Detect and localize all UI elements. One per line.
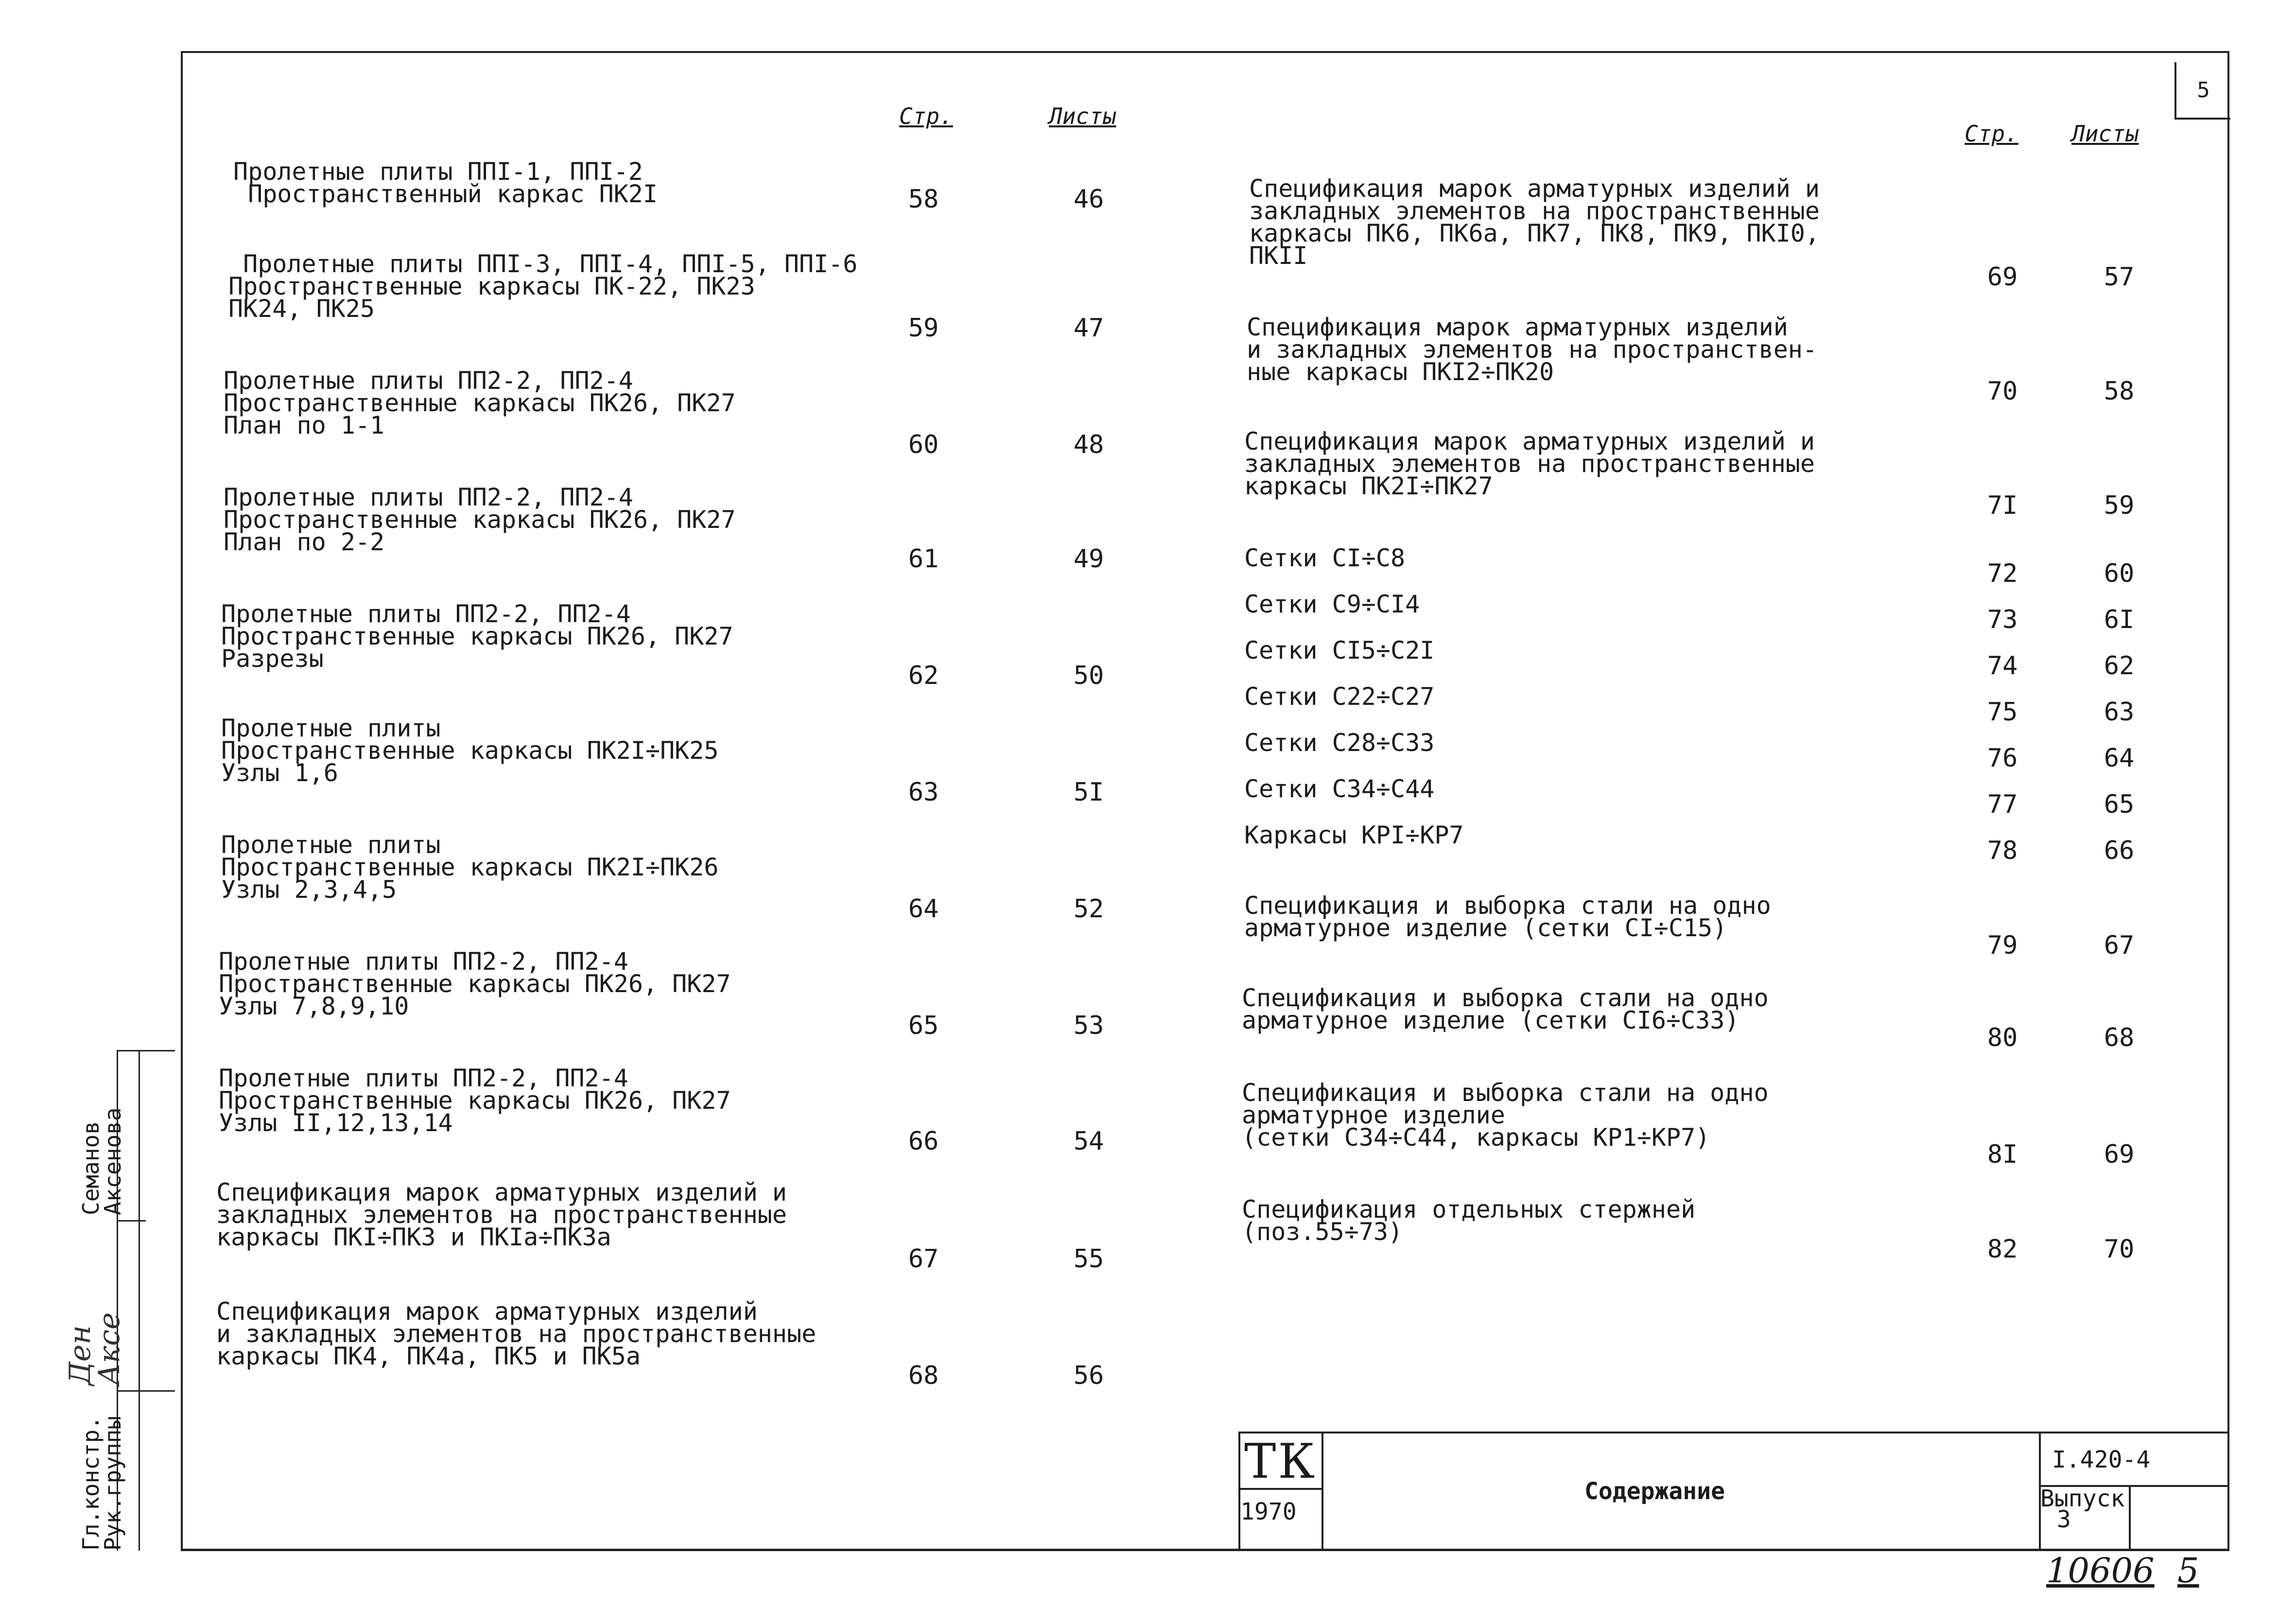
right-entry-title: Спецификация марок арматурных изделий и закладных элементов на пространствен- ные каркасы ПКI2÷ПК20 <box>1247 313 1817 386</box>
right-entry-title: Сетки С34÷С44 <box>1244 775 1435 803</box>
org-abbrev: ТК <box>1244 1434 1317 1489</box>
sheet-number: 5 <box>2197 77 2210 103</box>
left-entry-page: 68 <box>908 1361 939 1390</box>
left-entry-sheet: 47 <box>1073 314 1104 343</box>
left-entry-title: Пролетные плиты Пространственные каркасы ПК2I÷ПК25 Узлы 1,6 <box>221 714 719 787</box>
right-entry-sheet: 65 <box>2104 790 2135 819</box>
stamp-line <box>139 1050 140 1551</box>
right-entry-sheet: 64 <box>2104 744 2135 773</box>
inventory-number: 10606 <box>2046 1551 2155 1591</box>
issue-label: Выпуск <box>2040 1485 2125 1512</box>
issue-number: 3 <box>2057 1506 2071 1533</box>
left-entry-page: 62 <box>908 661 939 690</box>
right-entry-page: 7I <box>1987 491 2018 520</box>
left-entry-title: Пролетные плиты ППI-3, ППI-4, ППI-5, ППI-6 Пространственные каркасы ПК-22, ПК23 ПК24, ПК25 <box>228 250 858 323</box>
left-entry-sheet: 55 <box>1073 1244 1104 1274</box>
right-entry-title: Спецификация и выборка стали на одно арматурное изделие (сетки С34÷С44, каркасы КР1÷КР7) <box>1242 1079 1769 1152</box>
right-entry-title: Сетки С28÷С33 <box>1244 729 1435 757</box>
right-entry-title: Спецификация отдельных стержней (поз.55÷73) <box>1242 1195 1696 1246</box>
right-entry-page: 75 <box>1987 698 2018 727</box>
stamp-name-2: Аксенова <box>100 1107 126 1215</box>
document-title: Содержание <box>1584 1478 1725 1505</box>
right-entry-page: 80 <box>1987 1023 2018 1052</box>
signature-mark: Аксе <box>92 1312 126 1385</box>
right-page-header: Стр. <box>1965 121 2018 147</box>
right-entry-sheet: 66 <box>2104 836 2135 865</box>
stamp-name-1: Семанов <box>78 1121 104 1215</box>
left-entry-title: Спецификация марок арматурных изделий и закладных элементов на пространственные каркасы ПК4, ПК4а, ПК5 и ПК5а <box>216 1297 817 1370</box>
inventory-sheet: 5 <box>2177 1551 2199 1591</box>
right-entry-page: 76 <box>1987 744 2018 773</box>
left-entry-sheet: 49 <box>1073 544 1104 574</box>
stamp-line <box>117 1220 146 1222</box>
right-entry-title: Сетки С9÷СI4 <box>1244 590 1420 618</box>
right-entry-page: 73 <box>1987 605 2018 634</box>
right-entry-page: 79 <box>1987 931 2018 960</box>
left-entry-title: Пролетные плиты ППI-1, ППI-2 Пространственный каркас ПК2I <box>233 157 658 208</box>
left-entry-sheet: 50 <box>1073 661 1104 690</box>
document-code: I.420-4 <box>2052 1446 2151 1473</box>
right-entry-page: 72 <box>1987 559 2018 588</box>
left-entry-page: 60 <box>908 430 939 459</box>
signature-mark: Ден <box>63 1325 97 1385</box>
left-entry-page: 67 <box>908 1244 939 1274</box>
left-entry-page: 58 <box>908 185 939 214</box>
right-entry-sheet: 63 <box>2104 698 2135 727</box>
left-entry-title: Спецификация марок арматурных изделий и закладных элементов на пространственные каркасы ПКI÷ПК3 и ПКIа÷ПК3а <box>216 1178 787 1251</box>
left-entry-title: Пролетные плиты ПП2-2, ПП2-4 Пространственные каркасы ПК26, ПК27 Узлы 7,8,9,10 <box>219 947 731 1020</box>
stamp-role-1: Гл.констр. <box>78 1416 104 1551</box>
left-entry-title: Пролетные плиты ПП2-2, ПП2-4 Пространственные каркасы ПК26, ПК27 План по 1-1 <box>224 367 736 439</box>
left-entry-page: 59 <box>908 314 939 343</box>
sheet-number-box <box>2174 62 2230 120</box>
right-entry-sheet: 58 <box>2104 377 2135 406</box>
right-entry-sheet: 60 <box>2104 559 2135 588</box>
right-entry-title: Спецификация марок арматурных изделий и закладных элементов на пространственные каркасы ПК6, ПК6а, ПК7, ПК8, ПК9, ПКI0, ПКII <box>1249 175 1820 270</box>
left-entry-sheet: 54 <box>1073 1127 1104 1156</box>
left-entry-page: 66 <box>908 1127 939 1156</box>
title-block-line <box>2129 1485 2131 1551</box>
right-entry-page: 69 <box>1987 262 2018 292</box>
right-entry-page: 74 <box>1987 651 2018 681</box>
stamp-line <box>117 1390 175 1392</box>
left-entry-title: Пролетные плиты ПП2-2, ПП2-4 Пространственные каркасы ПК26, ПК27 Узлы II,12,13,14 <box>219 1064 731 1137</box>
right-entry-title: Спецификация и выборка стали на одно арматурное изделие (сетки СI÷С15) <box>1244 891 1771 942</box>
year: 1970 <box>1240 1498 1297 1525</box>
right-entry-page: 8I <box>1987 1140 2018 1169</box>
left-entry-page: 64 <box>908 894 939 924</box>
right-entry-title: Сетки С22÷С27 <box>1244 682 1435 711</box>
left-page-header: Стр. <box>899 103 953 129</box>
left-entry-sheet: 53 <box>1073 1011 1104 1040</box>
left-entry-page: 63 <box>908 778 939 807</box>
left-entry-page: 65 <box>908 1011 939 1040</box>
right-entry-sheet: 6I <box>2104 605 2135 634</box>
right-entry-page: 78 <box>1987 836 2018 865</box>
left-entry-title: Пролетные плиты ПП2-2, ПП2-4 Пространственные каркасы ПК26, ПК27 План по 2-2 <box>224 483 736 556</box>
right-entry-title: Сетки СI÷С8 <box>1244 544 1406 572</box>
left-entry-sheet: 52 <box>1073 894 1104 924</box>
right-entry-sheet: 57 <box>2104 262 2135 292</box>
right-entry-title: Спецификация и выборка стали на одно арматурное изделие (сетки СI6÷С33) <box>1242 984 1769 1034</box>
right-entry-sheet: 70 <box>2104 1235 2135 1264</box>
left-entry-title: Пролетные плиты ПП2-2, ПП2-4 Пространственные каркасы ПК26, ПК27 Разрезы <box>221 600 733 673</box>
right-entry-page: 70 <box>1987 377 2018 406</box>
stamp-role-2: Рук.группы <box>100 1416 126 1551</box>
left-entry-sheet: 5I <box>1073 778 1104 807</box>
right-entry-sheet: 69 <box>2104 1140 2135 1169</box>
left-entry-sheet: 56 <box>1073 1361 1104 1390</box>
right-entry-title: Спецификация марок арматурных изделий и закладных элементов на пространственные каркасы ПК2I÷ПК27 <box>1244 427 1815 500</box>
right-entry-sheet: 68 <box>2104 1023 2135 1052</box>
left-entry-sheet: 46 <box>1073 185 1104 214</box>
right-entry-page: 82 <box>1987 1235 2018 1264</box>
left-entry-sheet: 48 <box>1073 430 1104 459</box>
right-entry-title: Сетки СI5÷С2I <box>1244 636 1435 664</box>
left-sheet-header: Листы <box>1049 103 1116 129</box>
right-sheet-header: Листы <box>2071 121 2139 147</box>
right-entry-sheet: 59 <box>2104 491 2135 520</box>
right-entry-page: 77 <box>1987 790 2018 819</box>
right-entry-sheet: 67 <box>2104 931 2135 960</box>
left-entry-title: Пролетные плиты Пространственные каркасы ПК2I÷ПК26 Узлы 2,3,4,5 <box>221 831 719 904</box>
right-entry-sheet: 62 <box>2104 651 2135 681</box>
stamp-line <box>117 1050 175 1051</box>
right-entry-title: Каркасы КРI÷КР7 <box>1244 821 1464 849</box>
left-entry-page: 61 <box>908 544 939 574</box>
